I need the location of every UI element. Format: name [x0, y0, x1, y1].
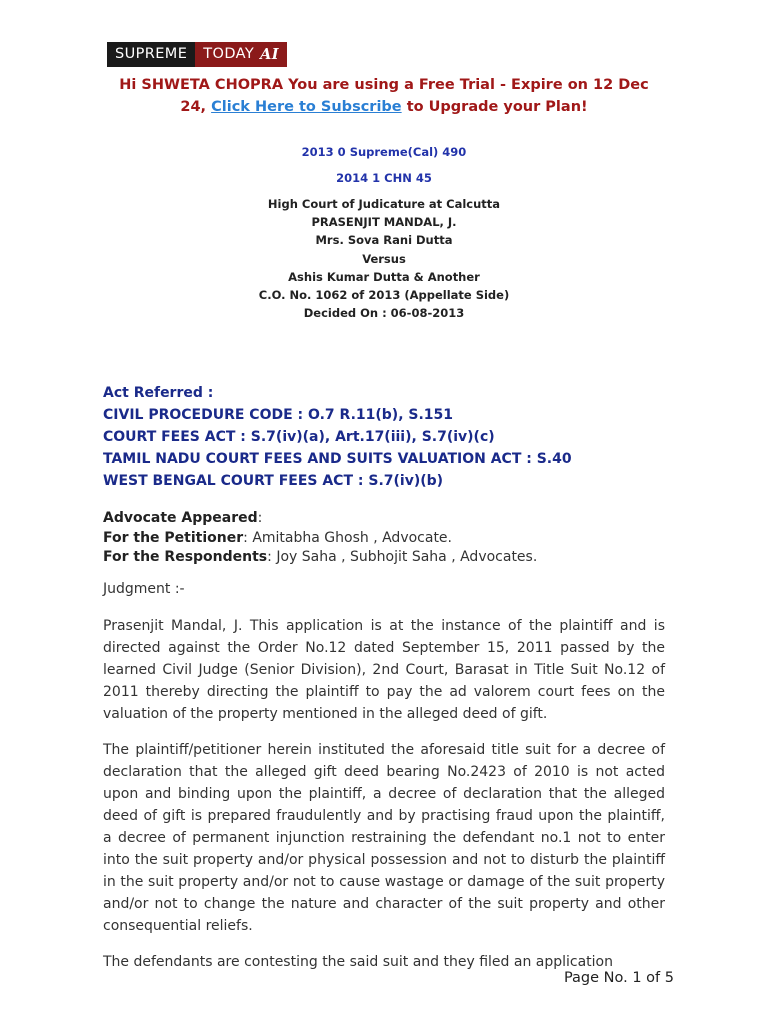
respondents-advocate-line: For the Respondents: Joy Saha , Subhojit Saha , Advocates. — [103, 549, 538, 565]
petitioner-advocate-label: For the Petitioner — [103, 529, 244, 546]
supreme-today-ai-logo — [107, 42, 287, 67]
act-item: WEST BENGAL COURT FEES ACT : S.7(iv)(b) — [103, 473, 444, 489]
respondents-advocate-label: For the Respondents — [103, 549, 268, 565]
decided-date: Decided On : 06-08-2013 — [303, 306, 465, 321]
court-name: High Court of Judicature at Calcutta — [267, 197, 501, 211]
act-item: COURT FEES ACT : S.7(iv)(a), Art.17(iii), S.7(iv)(c) — [103, 429, 495, 445]
trial-line-2-suffix: to Upgrade your Plan! — [406, 99, 588, 115]
advocates-heading-line: Advocate Appeared: — [103, 510, 263, 526]
trial-line-2 — [0, 96, 768, 118]
acts-heading: Act Referred : — [103, 385, 214, 401]
petitioner-advocate: Amitabha Ghosh , Advocate. — [252, 529, 452, 546]
logo-ai-text: AI — [260, 46, 279, 63]
petitioner-name: Mrs. Sova Rani Dutta — [315, 233, 453, 248]
versus-text: Versus — [362, 251, 406, 266]
act-item: TAMIL NADU COURT FEES AND SUITS VALUATION ACT : S.40 — [103, 451, 572, 467]
logo-supreme-text: SUPREME — [107, 42, 195, 67]
trial-line-2-prefix: 24, — [180, 99, 207, 115]
respondents-advocate: Joy Saha , Subhojit Saha , Advocates. — [276, 549, 538, 565]
citation-supreme: 2013 0 Supreme(Cal) 490 — [301, 145, 467, 159]
acts-referred-section — [103, 382, 572, 492]
judgment-paragraph-2: The plaintiff/petitioner herein instituted the aforesaid title suit for a decree of declaration that the alleged gift deed bearing No.2423 of 2010 is not acted upon and binding upon the plaintiff, a decree of declaration that the alleged deed of gift is prepared fraudulently and by practising fraud upon the plaintiff, a decree of permanent injunction restraining the defendant no.1 not to enter into the suit property and/or physical possession and not to disturb the plaintiff in the suit property and/or not to cause wastage or damage of the suit property and/or not to change the nature and character of the suit property and other consequential reliefs. — [103, 742, 665, 934]
page-number: Page No. 1 of 5 — [563, 970, 674, 986]
act-item: CIVIL PROCEDURE CODE : O.7 R.11(b), S.151 — [103, 407, 454, 423]
judgment-paragraph-1: Prasenjit Mandal, J. This application is at the instance of the plaintiff and is directed against the Order No.12 dated September 15, 2011 passed by the learned Civil Judge (Senior Division), 2nd Court, Barasat in Title Suit No.12 of 2011 thereby directing the plaintiff to pay the ad valorem court fees on the valuation of the property mentioned in the alleged deed of gift. — [103, 618, 665, 722]
respondent-name: Ashis Kumar Dutta & Another — [288, 269, 480, 284]
judgment-label: Judgment :- — [103, 581, 185, 597]
advocates-section — [103, 509, 537, 568]
citation-chn: 2014 1 CHN 45 — [336, 171, 432, 185]
trial-line-1: Hi SHWETA CHOPRA You are using a Free Trial - Expire on 12 Dec — [119, 77, 649, 93]
case-number: C.O. No. 1062 of 2013 (Appellate Side) — [258, 288, 510, 303]
subscribe-link[interactable]: Click Here to Subscribe — [211, 99, 402, 115]
advocates-heading: Advocate Appeared — [103, 510, 258, 526]
judge-name: PRASENJIT MANDAL, J. — [311, 215, 457, 230]
free-trial-banner — [0, 74, 768, 118]
petitioner-advocate-line: For the Petitioner: Amitabha Ghosh , Advocate. — [103, 529, 452, 546]
logo-today-text: TODAY — [203, 46, 255, 62]
logo-today-block — [195, 42, 287, 67]
judgment-paragraph-3: The defendants are contesting the said suit and they filed an application — [103, 954, 613, 970]
case-header — [0, 195, 768, 322]
